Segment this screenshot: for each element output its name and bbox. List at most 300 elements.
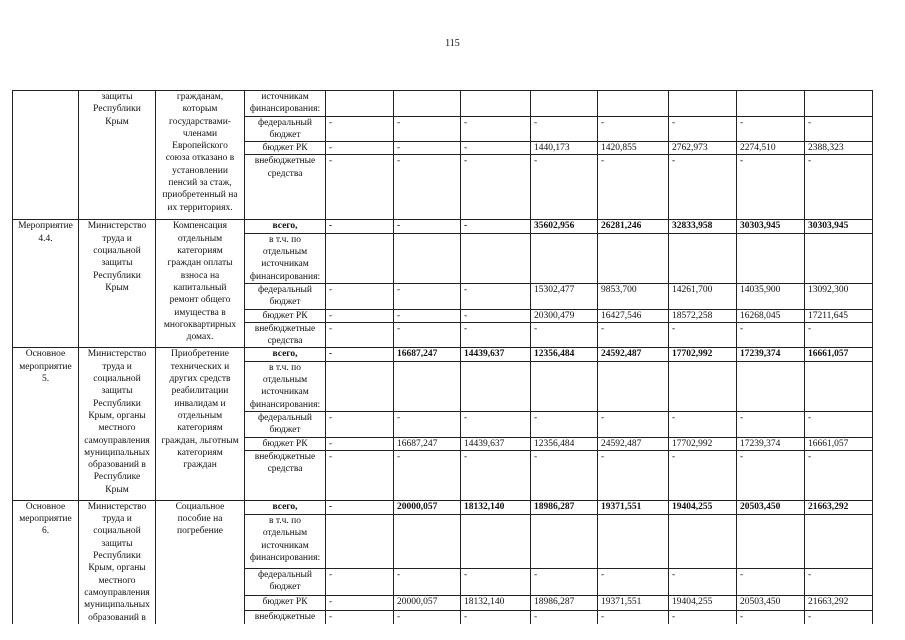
value-cell <box>461 500 531 514</box>
value-cell <box>326 155 394 220</box>
cell-line: внебюджетные <box>254 323 316 334</box>
value-text: 17702,992 <box>672 349 713 360</box>
value-text: 20503,450 <box>740 597 781 608</box>
value-cell <box>805 155 873 220</box>
cell-line: социальной <box>93 374 141 385</box>
cell-line: в т.ч. по <box>268 516 302 527</box>
source-label-cell <box>245 515 326 569</box>
value-cell <box>394 220 461 233</box>
cell-line: Министерство <box>87 501 147 512</box>
source-label-cell <box>245 437 326 450</box>
value-text: - <box>808 569 812 580</box>
cell-line: Крым <box>105 484 129 495</box>
value-text: - <box>601 412 605 423</box>
source-label-cell <box>245 348 326 361</box>
cell-line: средства <box>267 168 303 179</box>
value-text: 19404,255 <box>672 501 713 512</box>
value-cell <box>531 610 598 624</box>
value-cell <box>394 610 461 624</box>
cell-line: Крым <box>105 282 129 293</box>
value-cell <box>326 568 394 595</box>
value-cell <box>598 610 669 624</box>
value-text: 16687,247 <box>397 349 438 360</box>
cell-line: труда и <box>102 361 132 372</box>
value-text: - <box>740 451 744 462</box>
value-cell <box>394 322 461 348</box>
event-cell <box>13 220 79 348</box>
value-text: - <box>464 451 468 462</box>
source-label-cell <box>245 91 326 117</box>
value-text: 14439,637 <box>464 438 505 449</box>
value-text: 20503,450 <box>740 501 781 512</box>
cell-line: защиты <box>101 92 133 102</box>
value-cell <box>737 233 805 283</box>
cell-line: самоуправления <box>84 587 150 598</box>
value-text: - <box>397 221 401 232</box>
value-text: - <box>808 451 812 462</box>
cell-line: 5. <box>41 374 50 385</box>
value-text: - <box>329 310 333 321</box>
value-cell <box>461 450 531 500</box>
cell-line: внебюджетные <box>254 611 316 622</box>
value-text: 18986,287 <box>534 501 575 512</box>
cell-line: имущества в <box>174 307 226 318</box>
value-cell <box>531 116 598 142</box>
value-cell <box>394 233 461 283</box>
value-text: 14439,637 <box>464 349 505 360</box>
value-cell <box>669 568 737 595</box>
table-row <box>13 500 873 514</box>
cell-line: 6. <box>41 526 50 537</box>
cell-line: федеральный <box>258 412 312 423</box>
table-row <box>13 348 873 361</box>
value-text: 18986,287 <box>534 597 575 608</box>
value-text: - <box>397 412 401 423</box>
value-cell <box>326 610 394 624</box>
description-cell <box>156 91 245 220</box>
source-label-cell <box>245 220 326 233</box>
value-cell <box>461 283 531 309</box>
value-cell <box>531 450 598 500</box>
cell-line: государствами- <box>169 116 231 127</box>
value-cell <box>531 596 598 610</box>
value-text: - <box>329 438 333 449</box>
description-cell <box>156 348 245 500</box>
cell-line: Республики <box>93 270 141 281</box>
cell-line: Социальное <box>175 501 225 512</box>
source-label-cell <box>245 233 326 283</box>
value-cell <box>394 411 461 437</box>
value-cell <box>461 91 531 117</box>
value-cell <box>394 283 461 309</box>
value-cell <box>461 515 531 569</box>
value-cell <box>805 233 873 283</box>
value-text: 12356,484 <box>534 349 575 360</box>
value-cell <box>326 233 394 283</box>
value-text: - <box>601 323 605 334</box>
value-text: 19404,255 <box>672 597 713 608</box>
value-cell <box>394 568 461 595</box>
value-cell <box>805 596 873 610</box>
value-cell <box>326 361 394 411</box>
value-cell <box>737 309 805 322</box>
value-cell <box>805 610 873 624</box>
source-label-cell <box>245 568 326 595</box>
cell-line: образований в <box>88 460 146 471</box>
value-cell <box>598 283 669 309</box>
value-cell <box>326 348 394 361</box>
value-cell <box>669 309 737 322</box>
value-text: - <box>672 611 676 622</box>
cell-line: мероприятие <box>19 361 72 372</box>
value-cell <box>669 610 737 624</box>
source-label-cell <box>245 610 326 624</box>
cell-line: источникам <box>261 259 309 270</box>
cell-line: Республики <box>93 398 141 409</box>
value-cell <box>669 437 737 450</box>
value-cell <box>805 142 873 155</box>
value-cell <box>805 515 873 569</box>
value-text: - <box>397 156 401 167</box>
value-cell <box>326 283 394 309</box>
event-cell <box>13 500 79 623</box>
value-cell <box>805 348 873 361</box>
cell-line: Приобретение <box>171 349 229 360</box>
value-text: 1420,855 <box>601 143 637 154</box>
cell-line: в т.ч. по <box>268 362 302 373</box>
value-cell <box>598 437 669 450</box>
value-cell <box>531 283 598 309</box>
value-cell <box>669 155 737 220</box>
cell-line: ремонт общего <box>169 295 231 306</box>
value-text: - <box>672 569 676 580</box>
value-text: - <box>740 156 744 167</box>
value-cell <box>805 568 873 595</box>
value-cell <box>394 437 461 450</box>
cell-line: защиты <box>101 538 133 549</box>
value-text: 16687,247 <box>397 438 438 449</box>
value-text: 19371,551 <box>601 501 642 512</box>
value-text: - <box>534 451 538 462</box>
source-label-cell <box>245 283 326 309</box>
value-cell <box>737 361 805 411</box>
value-text: - <box>464 569 468 580</box>
value-cell <box>805 283 873 309</box>
value-text: - <box>740 117 744 128</box>
value-text: 2762,973 <box>672 143 708 154</box>
value-cell <box>805 220 873 233</box>
value-cell <box>461 348 531 361</box>
value-cell <box>737 116 805 142</box>
cell-line: внебюджетные <box>254 156 316 167</box>
value-text: - <box>329 611 333 622</box>
value-cell <box>531 233 598 283</box>
value-text: 24592,487 <box>601 349 642 360</box>
value-cell <box>394 515 461 569</box>
value-text: - <box>534 611 538 622</box>
cell-line: защиты <box>101 386 133 397</box>
source-label-cell <box>245 596 326 610</box>
cell-line: отдельным <box>177 233 223 244</box>
value-text: - <box>672 451 676 462</box>
value-cell <box>461 610 531 624</box>
value-text: - <box>808 156 812 167</box>
value-text: - <box>672 117 676 128</box>
value-cell <box>326 515 394 569</box>
value-text: - <box>397 310 401 321</box>
value-cell <box>394 309 461 322</box>
value-cell <box>326 220 394 233</box>
cell-line: внебюджетные <box>254 451 316 462</box>
cell-line: пенсий за стаж, <box>168 178 232 189</box>
value-cell <box>531 568 598 595</box>
value-text: - <box>329 569 333 580</box>
value-cell <box>326 411 394 437</box>
value-cell <box>805 309 873 322</box>
source-label-cell <box>245 142 326 155</box>
value-text: - <box>672 323 676 334</box>
cell-line: граждан, льготным <box>161 435 239 446</box>
value-cell <box>394 361 461 411</box>
value-cell <box>461 142 531 155</box>
value-text: - <box>808 117 812 128</box>
value-text: 16661,057 <box>808 438 849 449</box>
value-text: - <box>329 221 333 232</box>
value-cell <box>326 500 394 514</box>
cell-line: категориям <box>177 246 223 257</box>
value-cell <box>669 411 737 437</box>
value-cell <box>461 568 531 595</box>
value-text: 17239,374 <box>740 438 781 449</box>
cell-line: образований в <box>88 612 146 623</box>
value-text: - <box>740 569 744 580</box>
value-cell <box>737 91 805 117</box>
page-number: 115 <box>445 38 460 49</box>
value-text: 24592,487 <box>601 438 642 449</box>
value-cell <box>394 142 461 155</box>
value-cell <box>598 142 669 155</box>
value-text: 35602,956 <box>534 221 575 232</box>
value-cell <box>669 233 737 283</box>
value-cell <box>461 437 531 450</box>
value-cell <box>461 411 531 437</box>
value-text: 20300,479 <box>534 310 575 321</box>
cell-line: Министерство <box>87 221 147 232</box>
value-cell <box>669 220 737 233</box>
value-cell <box>461 322 531 348</box>
value-text: - <box>601 117 605 128</box>
value-text: 16268,045 <box>740 310 781 321</box>
value-cell <box>805 91 873 117</box>
description-cell <box>156 500 245 623</box>
cell-line: Крым, органы <box>88 563 146 574</box>
value-text: 21663,292 <box>808 501 849 512</box>
cell-line: отдельным <box>262 375 308 386</box>
value-text: 18132,140 <box>464 501 505 512</box>
value-text: - <box>601 451 605 462</box>
value-cell <box>326 437 394 450</box>
cell-line: источникам <box>261 92 309 102</box>
value-cell <box>531 437 598 450</box>
value-cell <box>394 596 461 610</box>
value-cell <box>598 568 669 595</box>
value-text: - <box>740 412 744 423</box>
value-cell <box>737 220 805 233</box>
cell-line: Республики <box>93 551 141 562</box>
value-cell <box>737 155 805 220</box>
cell-line: взноса на <box>180 270 220 281</box>
cell-line: самоуправления <box>84 435 150 446</box>
cell-line: отдельным <box>262 247 308 258</box>
executor-cell <box>79 500 156 623</box>
value-text: - <box>464 611 468 622</box>
cell-line: муниципальных <box>84 447 150 458</box>
value-text: 19371,551 <box>601 597 642 608</box>
cell-line: федеральный <box>258 569 312 580</box>
value-text: - <box>534 156 538 167</box>
value-cell <box>598 155 669 220</box>
value-cell <box>326 322 394 348</box>
cell-line: их территориях. <box>167 202 233 213</box>
cell-line: многоквартирных <box>163 319 237 330</box>
value-cell <box>805 500 873 514</box>
value-cell <box>326 596 394 610</box>
value-text: - <box>329 412 333 423</box>
value-text: 26281,246 <box>601 221 642 232</box>
value-text: 18132,140 <box>464 597 505 608</box>
value-text: - <box>329 501 333 512</box>
value-text: - <box>464 412 468 423</box>
value-text: 17211,645 <box>808 310 849 321</box>
source-label-cell <box>245 450 326 500</box>
cell-line: бюджет РК <box>262 597 308 608</box>
value-cell <box>461 596 531 610</box>
cell-line: членами <box>182 128 218 139</box>
value-cell <box>531 91 598 117</box>
cell-line: бюджет <box>269 582 301 593</box>
value-cell <box>805 437 873 450</box>
value-text: 2388,323 <box>808 143 844 154</box>
cell-line: финансирования: <box>249 552 321 563</box>
value-cell <box>669 361 737 411</box>
cell-line: муниципальных <box>84 600 150 611</box>
table-row <box>13 220 873 233</box>
value-text: 12356,484 <box>534 438 575 449</box>
value-cell <box>394 500 461 514</box>
cell-line: Мероприятие <box>18 221 73 232</box>
value-cell <box>669 142 737 155</box>
value-text: - <box>397 611 401 622</box>
value-cell <box>669 322 737 348</box>
value-text: 16661,057 <box>808 349 849 360</box>
cell-line: финансирования: <box>249 271 321 282</box>
cell-line: в т.ч. по <box>268 234 302 245</box>
value-cell <box>394 91 461 117</box>
event-cell <box>13 348 79 500</box>
cell-line: бюджет РК <box>262 143 308 154</box>
executor-cell <box>79 91 156 220</box>
cell-line: труда и <box>102 514 132 525</box>
cell-line: погребение <box>176 526 223 537</box>
cell-line: бюджет <box>269 425 301 436</box>
cell-line: всего, <box>272 501 298 512</box>
cell-line: бюджет РК <box>262 438 308 449</box>
cell-line: Основное <box>25 501 66 512</box>
value-text: - <box>464 156 468 167</box>
value-cell <box>394 155 461 220</box>
cell-line: категориям <box>177 423 223 434</box>
value-text: - <box>672 156 676 167</box>
value-cell <box>669 348 737 361</box>
cell-line: реабилитации <box>171 386 229 397</box>
value-cell <box>461 233 531 283</box>
value-cell <box>598 116 669 142</box>
value-text: 17239,374 <box>740 349 781 360</box>
value-cell <box>805 116 873 142</box>
value-text: - <box>329 349 333 360</box>
cell-line: средства <box>267 336 303 347</box>
cell-line: союза отказано в <box>165 153 235 164</box>
cell-line: средства <box>267 464 303 475</box>
source-label-cell <box>245 322 326 348</box>
event-cell <box>13 91 79 220</box>
value-text: 1440,173 <box>534 143 570 154</box>
value-cell <box>531 142 598 155</box>
source-label-cell <box>245 309 326 322</box>
cell-line: местного <box>98 423 136 434</box>
cell-line: Крым, органы <box>88 410 146 421</box>
cell-line: отдельным <box>262 528 308 539</box>
value-cell <box>737 322 805 348</box>
cell-line: которым <box>182 104 218 115</box>
value-text: 21663,292 <box>808 597 849 608</box>
value-text: - <box>672 412 676 423</box>
value-text: - <box>740 611 744 622</box>
description-cell <box>156 220 245 348</box>
value-text: 18572,258 <box>672 310 713 321</box>
cell-line: Европейского <box>172 141 228 152</box>
value-cell <box>598 322 669 348</box>
cell-line: источникам <box>261 387 309 398</box>
value-cell <box>326 142 394 155</box>
cell-line: 4.4. <box>38 233 53 244</box>
cell-line: Крым <box>105 116 129 127</box>
source-label-cell <box>245 500 326 514</box>
cell-line: инвалидам и <box>174 398 226 409</box>
value-text: - <box>397 117 401 128</box>
cell-line: мероприятие <box>19 514 72 525</box>
value-text: - <box>464 323 468 334</box>
cell-line: других средств <box>169 374 231 385</box>
value-cell <box>737 500 805 514</box>
cell-line: капитальный <box>173 282 227 293</box>
value-cell <box>394 116 461 142</box>
value-cell <box>394 450 461 500</box>
value-text: 30303,945 <box>808 221 849 232</box>
value-cell <box>326 450 394 500</box>
value-cell <box>669 500 737 514</box>
value-cell <box>737 610 805 624</box>
value-cell <box>669 450 737 500</box>
value-text: - <box>464 221 468 232</box>
value-text: - <box>601 611 605 622</box>
cell-line: технических и <box>170 361 230 372</box>
value-cell <box>531 309 598 322</box>
value-cell <box>531 322 598 348</box>
cell-line: социальной <box>93 526 141 537</box>
value-text: - <box>464 310 468 321</box>
value-text: 13092,300 <box>808 284 849 295</box>
